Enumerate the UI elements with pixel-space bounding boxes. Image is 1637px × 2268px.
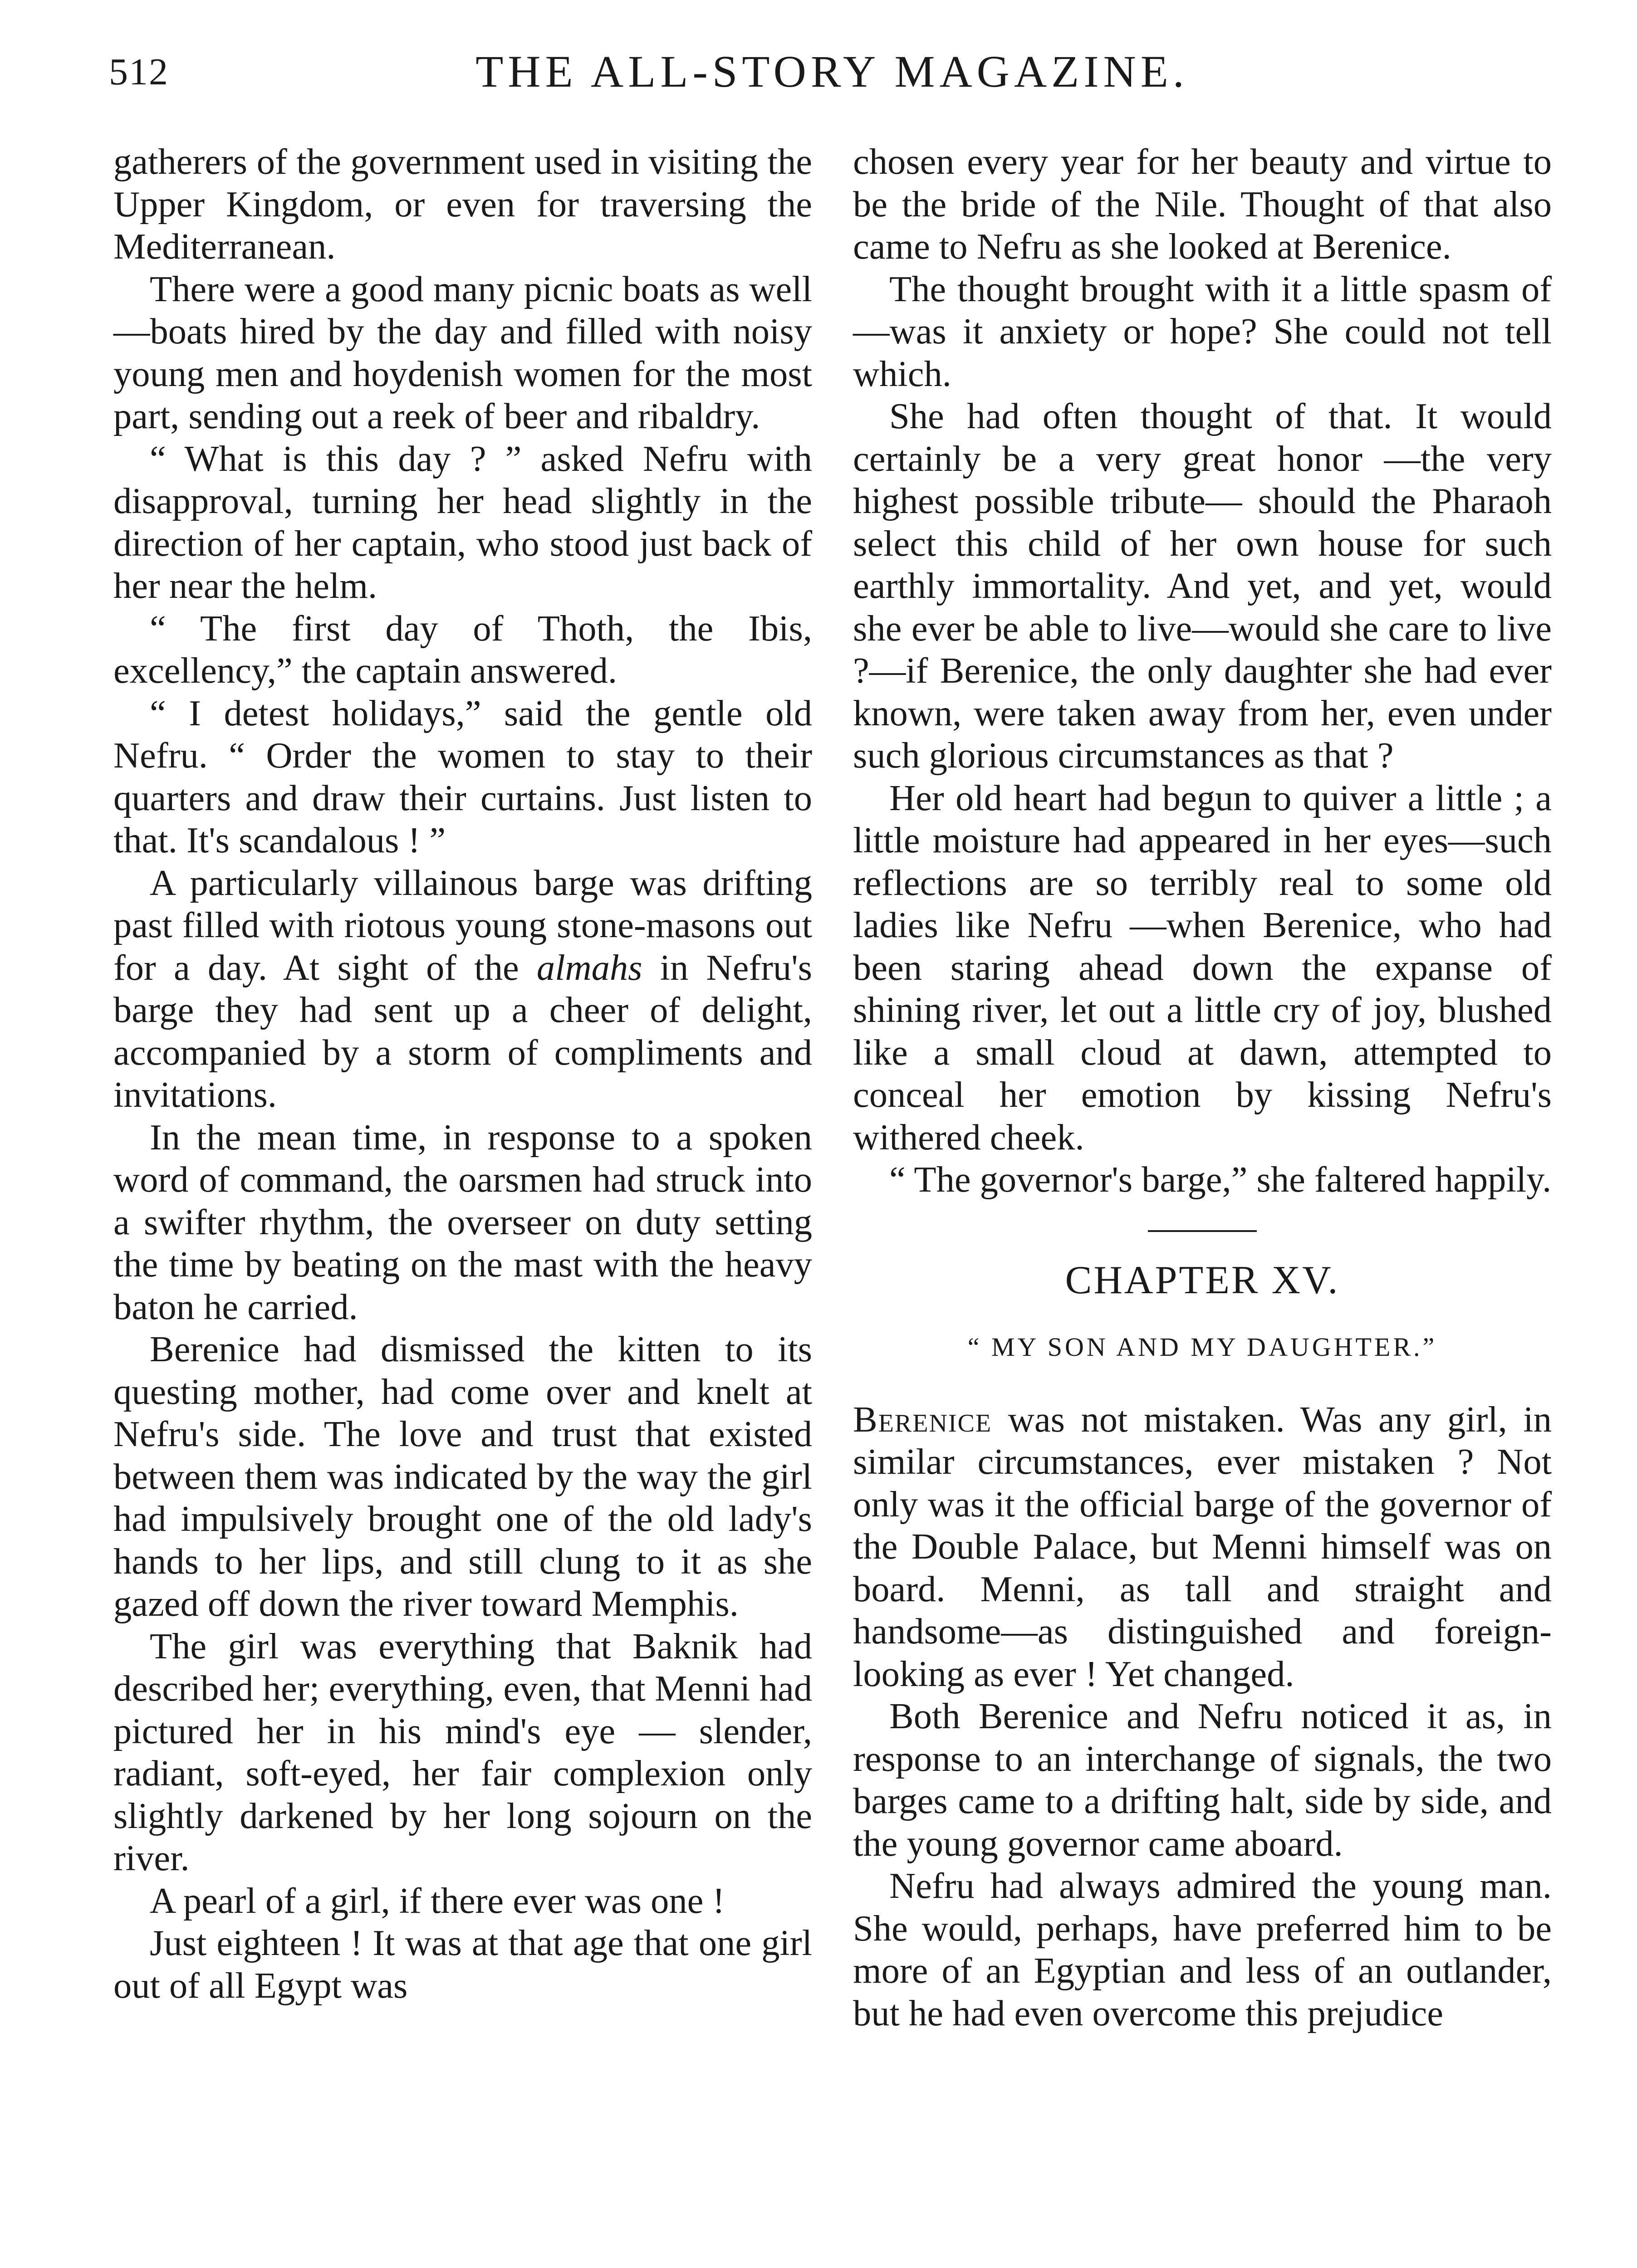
chapter-opening-word: Berenice bbox=[853, 1399, 992, 1440]
paragraph: Nefru had always admired the young man. She would, perhaps, have preferred him to be more of an Egyptian and less of an outlander, but he had even overcome this prejudice bbox=[853, 1866, 1552, 2033]
paragraph: Her old heart had begun to quiver a little ; a little moisture had appeared in her eyes—such reflections are so terribly real to some old ladies like Nefru —when Berenice, who had been staring ahead down the expanse of shining river, let out a little cry of joy, blushed like a small cloud at dawn, attempted to conceal her emotion by kissing Nefru's withered cheek. bbox=[853, 777, 1552, 1158]
italic-word: almahs bbox=[536, 947, 642, 988]
paragraph: There were a good many picnic boats as well—boats hired by the day and filled with noisy young men and hoydenish women for the most part, sending out a reek of beer and ribaldry. bbox=[113, 269, 812, 436]
section-divider bbox=[1148, 1230, 1257, 1232]
paragraph: gatherers of the government used in visiting the Upper Kingdom, or even for traversing the Mediterranean. bbox=[113, 142, 812, 267]
paragraph-text: A particularly villainous barge was drifting past filled with riotous young stone-masons out for a day. At sight of the bbox=[113, 862, 812, 988]
paragraph: Both Berenice and Nefru noticed it as, in response to an interchange of signals, the two barges came to a drifting halt, side by side, and the young governor came aboard. bbox=[853, 1696, 1552, 1864]
right-column bbox=[853, 141, 1552, 2034]
paragraph bbox=[853, 1398, 1552, 1696]
chapter-subtitle: “ MY SON AND MY DAUGHTER.” bbox=[967, 1332, 1437, 1362]
page-header bbox=[109, 41, 1555, 104]
paragraph: “ What is this day ? ” asked Nefru with disapproval, turning her head slightly in the direction of her captain, who stood just back of her near the helm. bbox=[113, 438, 812, 606]
paragraph: Just eighteen ! It was at that age that one girl out of all Egypt was bbox=[113, 1923, 812, 2006]
paragraph: Berenice had dismissed the kitten to its questing mother, had come over and knelt at Nefru's side. The love and trust that existed between them was indicated by the way the girl had impulsively brought one of the old lady's hands to her lips, and still clung to it as she gazed off down the river toward Memphis. bbox=[113, 1329, 812, 1624]
paragraph: “ The first day of Thoth, the Ibis, excellency,” the captain answered. bbox=[113, 608, 812, 691]
paragraph: In the mean time, in response to a spoken word of command, the oarsmen had struck into a swifter rhythm, the overseer on duty setting the time by beating on the mast with the heavy baton he carried. bbox=[113, 1117, 812, 1327]
paragraph: A pearl of a girl, if there ever was one ! bbox=[150, 1880, 725, 1921]
running-title: THE ALL-STORY MAGAZINE. bbox=[475, 46, 1189, 97]
paragraph: The thought brought with it a little spasm of—was it anxiety or hope? She could not tell which. bbox=[853, 269, 1552, 394]
paragraph: She had often thought of that. It would certainly be a very great honor —the very highest possible tribute— should the Pharaoh select this child of her own house for such earthly immortality. And yet, and yet, would she ever be able to live—would she care to live ?—if Berenice, the only daughter she had ever known, were taken away from her, even under such glorious circumstances as that ? bbox=[853, 396, 1552, 776]
paragraph-text: was not mistaken. Was any girl, in similar circumstances, ever mistaken ? Not only was it the official barge of the governor of the Double Palace, but Menni himself was on board. Menni, as tall and straight and handsome—as distinguished and foreign-looking as ever ! Yet changed. bbox=[853, 1399, 1552, 1694]
left-column bbox=[113, 141, 812, 2007]
paragraph: chosen every year for her beauty and virtue to be the bride of the Nile. Thought of that also came to Nefru as she looked at Berenice. bbox=[853, 142, 1552, 267]
paragraph: The girl was everything that Baknik had described her; everything, even, that Menni had pictured her in his mind's eye — slender, radiant, soft-eyed, her fair complexion only slightly darkened by her long sojourn on the river. bbox=[113, 1626, 812, 1878]
chapter-title: CHAPTER XV. bbox=[1065, 1258, 1340, 1302]
paragraph: “ The governor's barge,” she faltered happily. bbox=[889, 1159, 1552, 1200]
page-number: 512 bbox=[109, 51, 169, 93]
paragraph bbox=[113, 862, 812, 1116]
paragraph-text: in Nefru's barge they had sent up a cheer of delight, accompanied by a storm of compliments and invitations. bbox=[113, 947, 812, 1115]
paragraph: “ I detest holidays,” said the gentle old Nefru. “ Order the women to stay to their quarters and draw their curtains. Just listen to that. It's scandalous ! ” bbox=[113, 693, 812, 860]
